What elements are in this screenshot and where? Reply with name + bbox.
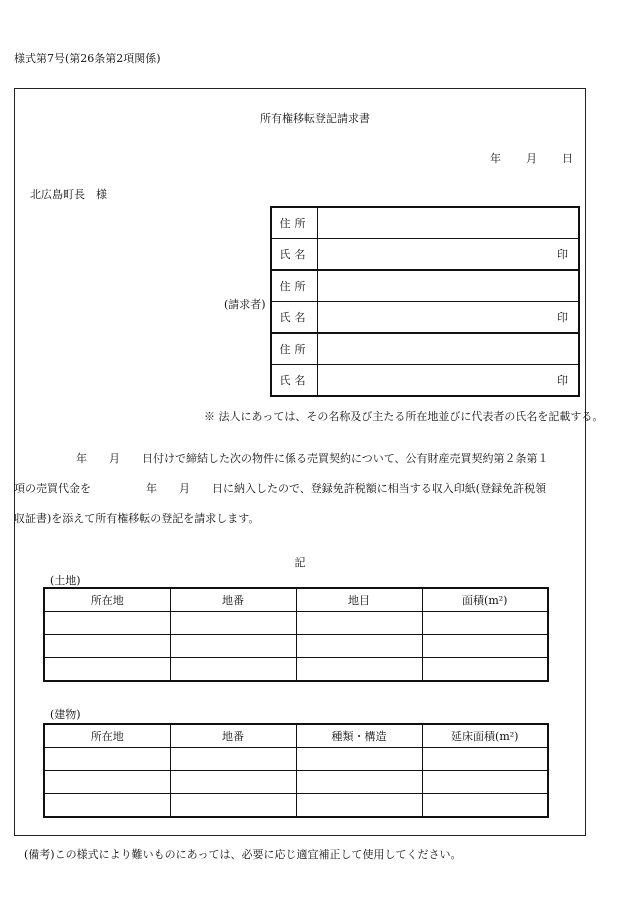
column-header: 地番 xyxy=(170,724,296,748)
table-cell[interactable] xyxy=(422,771,548,794)
address-label: 住所 xyxy=(271,270,318,302)
document-title: 所有権移転登記請求書 xyxy=(260,112,370,125)
table-cell[interactable] xyxy=(44,771,170,794)
column-header: 所在地 xyxy=(44,588,170,612)
claimant-row xyxy=(271,239,579,271)
table-cell[interactable] xyxy=(44,612,170,635)
address-label: 住所 xyxy=(271,333,318,365)
table-cell[interactable] xyxy=(44,748,170,771)
table-cell[interactable] xyxy=(296,748,422,771)
table-header-row xyxy=(44,588,548,612)
claimant-row xyxy=(271,270,579,302)
building-table xyxy=(43,723,549,818)
column-header: 地番 xyxy=(170,588,296,612)
table-cell[interactable] xyxy=(296,635,422,658)
ki-heading: 記 xyxy=(294,556,306,569)
table-cell[interactable] xyxy=(170,748,296,771)
table-row xyxy=(44,748,548,771)
table-cell[interactable] xyxy=(422,635,548,658)
table-cell[interactable] xyxy=(296,658,422,682)
date-month: 月 xyxy=(526,152,537,165)
table-row xyxy=(44,794,548,818)
table-cell[interactable] xyxy=(170,771,296,794)
name-field-seal[interactable]: 印 xyxy=(318,365,580,397)
table-cell[interactable] xyxy=(422,748,548,771)
claimant-row xyxy=(271,333,579,365)
claimant-table xyxy=(270,206,580,397)
column-header: 延床面積(m²) xyxy=(422,724,548,748)
table-cell[interactable] xyxy=(170,658,296,682)
name-field-seal[interactable]: 印 xyxy=(318,302,580,334)
column-header: 種類・構造 xyxy=(296,724,422,748)
land-table xyxy=(43,587,549,682)
corporate-note: ※ 法人にあっては、その名称及び主たる所在地並びに代表者の氏名を記載する。 xyxy=(204,410,604,423)
table-cell[interactable] xyxy=(44,658,170,682)
date-year: 年 xyxy=(490,152,501,165)
land-label: (土地) xyxy=(50,574,81,587)
table-row xyxy=(44,658,548,682)
table-cell[interactable] xyxy=(296,771,422,794)
building-label: (建物) xyxy=(50,708,81,721)
addressee: 北広島町長 様 xyxy=(30,188,107,201)
remark-note: (備考)この様式により難いものにあっては、必要に応じ適宜補正して使用してください。 xyxy=(24,848,462,861)
column-header: 所在地 xyxy=(44,724,170,748)
column-header: 面積(m²) xyxy=(422,588,548,612)
form-number: 様式第7号(第26条第2項関係) xyxy=(14,52,161,65)
name-field-seal[interactable]: 印 xyxy=(318,239,580,271)
table-row xyxy=(44,771,548,794)
address-field[interactable] xyxy=(318,333,580,365)
address-label: 住所 xyxy=(271,207,318,239)
claimant-row xyxy=(271,207,579,239)
date-day: 日 xyxy=(562,152,573,165)
address-field[interactable] xyxy=(318,207,580,239)
name-label: 氏名 xyxy=(271,239,318,271)
column-header: 地目 xyxy=(296,588,422,612)
claimant-label: (請求者) xyxy=(224,298,266,311)
name-label: 氏名 xyxy=(271,365,318,397)
table-cell[interactable] xyxy=(296,612,422,635)
table-cell[interactable] xyxy=(170,612,296,635)
claimant-row xyxy=(271,302,579,334)
body-line-3: 収証書)を添えて所有権移転の登記を請求します。 xyxy=(14,512,260,525)
table-cell[interactable] xyxy=(170,635,296,658)
table-cell[interactable] xyxy=(422,658,548,682)
table-cell[interactable] xyxy=(422,612,548,635)
table-cell[interactable] xyxy=(44,635,170,658)
table-header-row xyxy=(44,724,548,748)
table-cell[interactable] xyxy=(170,794,296,818)
table-cell[interactable] xyxy=(296,794,422,818)
table-cell[interactable] xyxy=(422,794,548,818)
table-cell[interactable] xyxy=(44,794,170,818)
claimant-row xyxy=(271,365,579,397)
table-row xyxy=(44,612,548,635)
name-label: 氏名 xyxy=(271,302,318,334)
body-line-1: 年 月 日付けで締結した次の物件に係る売買契約について、公有財産売買契約第２条第１ xyxy=(76,452,549,465)
table-row xyxy=(44,635,548,658)
address-field[interactable] xyxy=(318,270,580,302)
body-line-2: 項の売買代金を 年 月 日に納入したので、登録免許税額に相当する収入印紙(登録免許税領 xyxy=(14,482,547,495)
